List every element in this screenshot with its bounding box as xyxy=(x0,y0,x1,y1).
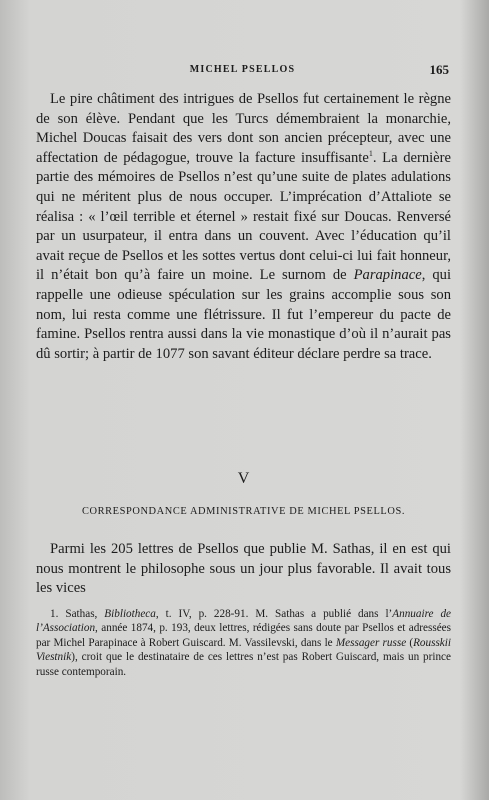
footnote xyxy=(36,607,451,679)
footnote-reference: 1 xyxy=(368,148,373,158)
footnote-part-c: , année 1874, p. 193, deux lettres, rédigées sans doute par Psellos et adressées par Michel Parapinace à Robert Guiscard. M. Vassilevski, dans le xyxy=(36,622,451,649)
paragraph-1-end: , qui rappelle une odieuse spéculation sur les grains accomplie sous son nom, lui resta comme une flétrissure. Il fut l’empereur du pacte de famine. Psellos rentra aussi dans la vie monastique d’où il n’aurait pas dû sortir; à partir de 1077 son savant éditeur déclare perdre sa trace. xyxy=(36,267,451,362)
footnote-text xyxy=(36,607,451,679)
footnote-part-b: , t. IV, p. 228-91. M. Sathas a publié dans l’ xyxy=(155,608,393,620)
footnote-part-a: Sathas, xyxy=(65,608,105,620)
footnote-rousskii: Rousskii Viestnik xyxy=(36,636,451,664)
page-header xyxy=(36,64,449,84)
footnote-part-e: ), croit que le destinataire de ces lettres n’est pas Robert Guiscard, mais un prince russe contemporain. xyxy=(36,651,451,678)
surname-italic: Parapinace xyxy=(353,267,422,284)
paragraph-1 xyxy=(36,90,451,364)
running-title: MICHEL PSELLOS xyxy=(189,64,296,75)
footnote-annuaire: Annuaire de l’Association xyxy=(36,608,452,635)
footnote-bibliotheca: Bibliotheca xyxy=(104,608,156,620)
section-number: V xyxy=(237,470,250,487)
section-title: CORRESPONDANCE ADMINISTRATIVE DE MICHEL PSELLOS. xyxy=(81,506,406,517)
paragraph-1-start: Le pire châtiment des intrigues de Psellos fut certainement le règne de son élève. Pendant que les Turcs démembraient la monarchie, Michel Doucas faisait des vers dont son ancien précepteur, avec une affectation de pédagogue, trouve la facture insuffisante xyxy=(36,91,451,166)
footnote-messager: Messager russe xyxy=(335,636,407,649)
paragraph-1-middle: . La dernière partie des mémoires de Psellos n’est qu’une suite de plates adulations qui ne méritent plus de nous occuper. L’imprécation d’Attaliote se réalisa : « l’œil terrible et éternel » restait fixé sur Doucas. Renversé par un usurpateur, il entra dans un couvent. Avec l’éducation qu’il avait reçue de Psellos et les sottes vertus dont celui-ci lui fait honneur, il n’était bon qu’à faire un moine. Le surnom de xyxy=(36,149,451,284)
main-text xyxy=(36,90,451,364)
page-number: 165 xyxy=(429,62,449,77)
paragraph-2: Parmi les 205 lettres de Psellos que publie M. Sathas, il en est qui nous montrent le philosophe sous un jour plus favorable. Il avait tous les vices xyxy=(36,541,451,597)
main-text-2 xyxy=(36,540,451,599)
footnote-part-d: ( xyxy=(406,636,414,649)
footnote-number: 1. xyxy=(50,608,66,620)
